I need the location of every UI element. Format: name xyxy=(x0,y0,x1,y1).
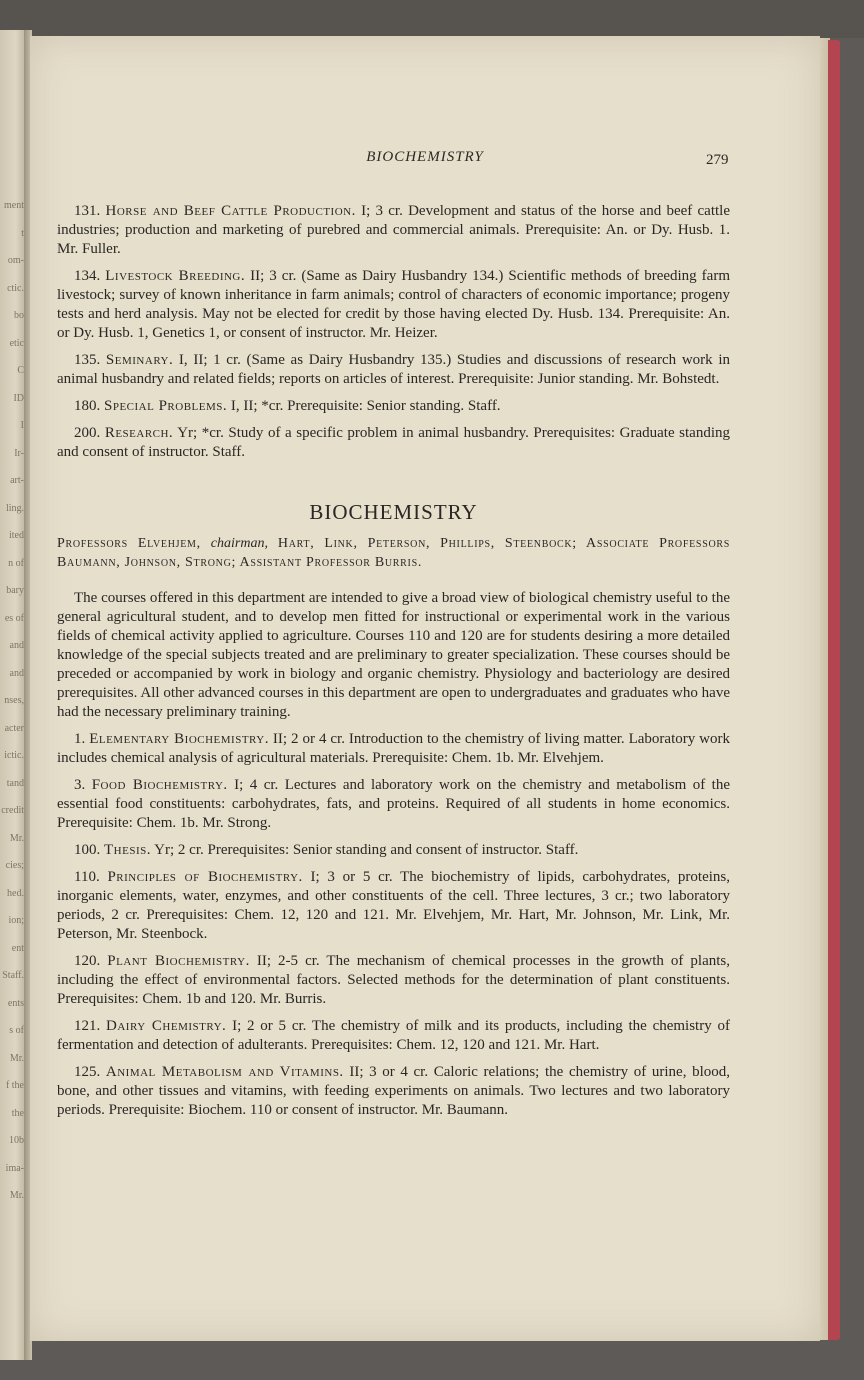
left-page-fragment: acter xyxy=(4,722,24,734)
course-entry xyxy=(57,351,730,389)
left-page-fragment: ion; xyxy=(8,915,24,926)
course-title: Seminary. xyxy=(105,352,174,368)
course-description: Yr; *cr. Study of a specific problem in animal husbandry. Prerequisites: Graduate standing and consent of instructor. Staff. xyxy=(57,425,730,460)
faculty-text: Professors Elvehjem, xyxy=(57,536,211,551)
left-page-fragment: s of xyxy=(9,1025,24,1036)
course-entry xyxy=(57,1063,730,1120)
left-page-fragment: the xyxy=(11,1107,24,1119)
section-intro: The courses offered in this department are intended to give a broad view of biological chemistry useful to the general agricultural student, and to develop men fitted for instructional or experimental work in the various fields of chemical activity applied to agriculture. Courses 110 and 120 are for students desiring a more detailed knowledge of the special subjects treated and are preliminary to greater specialization. These courses should be preceded or accompanied by work in biology and organic chemistry. Physiology and bacteriology are desired prerequisites. All other advanced courses in this department are open to undergraduates and graduates who have had the necessary preliminary training. xyxy=(57,590,730,720)
left-page-fragment: ited xyxy=(9,530,24,541)
course-number: 125. xyxy=(74,1064,101,1080)
course-description: I; 3 or 5 cr. The biochemistry of lipids, carbohydrates, proteins, inorganic elements, water, enzymes, and other constituents of the cell. Three lectures, 3 cr.; two laboratory periods, 2 cr. Prerequisites: Chem. 12, 120 and 121. Mr. Elvehjem, Mr. Hart, Mr. Johnson, Mr. Link, Mr. Peterson, Mr. Steenbock. xyxy=(57,869,731,942)
faculty-text: Hart, Link, Peterson, Phillips, Steenbock; Associate Professors Baumann, Johnson, Strong; Assistant Professor Burris. xyxy=(57,536,731,570)
left-page-fragment: om- xyxy=(7,255,24,266)
left-page-fragment: nses, xyxy=(4,695,24,706)
course-title: Special Problems. xyxy=(104,398,228,414)
course-description: II; 3 cr. (Same as Dairy Husbandry 134.) Scientific methods of breeding farm livestock; survey of known inheritance in farm animals; control of characters of economic importance; progeny tests and herd analysis. May not be elected for credit by those having elected Dy. Husb. 134. Prerequisite: An. or Dy. Husb. 1, Genetics 1, or consent of instructor. Mr. Heizer. xyxy=(57,268,730,341)
left-page-fragment: bary xyxy=(6,585,24,596)
left-page-fragment: tand xyxy=(6,777,24,789)
course-entry xyxy=(57,952,730,1009)
course-number: 131. xyxy=(74,203,101,219)
course-description: Yr; 2 cr. Prerequisites: Senior standing and consent of instructor. Staff. xyxy=(150,842,579,858)
left-page-fragment: ima- xyxy=(5,1162,24,1174)
left-page-fragment: hed. xyxy=(7,887,24,899)
course-description: I, II; *cr. Prerequisite: Senior standing. Staff. xyxy=(227,398,501,414)
left-page-fragment: es of xyxy=(4,612,24,624)
course-description: I, II; 1 cr. (Same as Dairy Husbandry 135.) Studies and discussions of research work in animal husbandry and related fields; reports on articles of interest. Prerequisite: Junior standing. Mr. Bohstedt. xyxy=(57,352,731,387)
left-page-fragment: cies; xyxy=(5,860,24,871)
course-number: 121. xyxy=(74,1018,101,1034)
course-description: I; 3 cr. Development and status of the horse and beef cattle industries; production and marketing of purebred and commercial animals. Prerequisite: An. or Dy. Husb. 1. Mr. Fuller. xyxy=(57,203,730,257)
course-number: 134. xyxy=(74,268,101,284)
course-entry xyxy=(57,202,730,259)
course-description: I; 2 or 5 cr. The chemistry of milk and its products, including the chemistry of fermentation and detection of adulterants. Prerequisites: Chem. 12, 120 and 121. Mr. Hart. xyxy=(57,1018,730,1053)
course-title: Research. xyxy=(104,425,174,441)
page-number: 279 xyxy=(706,152,729,168)
book-cover-edge xyxy=(828,40,840,1340)
left-page-fragment: and xyxy=(9,667,24,679)
course-title: Principles of Biochemistry. xyxy=(107,869,303,885)
book-page xyxy=(30,36,820,1341)
course-entry xyxy=(57,841,730,860)
left-page-fragment: 10b xyxy=(9,1135,24,1146)
course-entry xyxy=(57,868,730,944)
left-page-fragment: Staff. xyxy=(2,970,24,981)
faculty-chair-label: chairman, xyxy=(210,536,268,551)
course-description: II; 2 or 4 cr. Introduction to the chemistry of living matter. Laboratory work includes chemical analysis of agricultural materials. Prerequisite: Chem. 1b. Mr. Elvehjem. xyxy=(57,731,731,766)
course-title: Plant Biochemistry. xyxy=(107,953,250,969)
course-description: I; 4 cr. Lectures and laboratory work on the chemistry and metabolism of the essential food constituents: carbohydrates, fats, and proteins. Required of all students in home economics. Prerequisite: Chem. 1b. Mr. Strong. xyxy=(57,777,730,831)
left-page-fragment: t xyxy=(21,227,24,239)
left-page-fragment: C xyxy=(17,365,24,376)
preceding-course-list xyxy=(57,202,730,462)
course-title: Elementary Biochemistry. xyxy=(89,731,269,747)
course-number: 135. xyxy=(74,352,101,368)
left-page-fragment: f the xyxy=(5,1080,24,1091)
left-page-fragment: ID xyxy=(13,392,24,404)
course-entry xyxy=(57,730,730,768)
left-page-fragment: art- xyxy=(10,475,24,486)
running-title: BIOCHEMISTRY xyxy=(366,149,484,165)
left-page-fragment: Ir- xyxy=(14,447,24,459)
scan-background xyxy=(0,0,864,38)
left-page-fragment: ent xyxy=(11,942,24,954)
course-description: II; 2-5 cr. The mechanism of chemical processes in the growth of plants, including the effect of environmental factors. Selected methods for the determination of plant constituents. Prerequisites: Chem. 1b and 120. Mr. Burris. xyxy=(57,953,731,1007)
course-title: Livestock Breeding. xyxy=(105,268,246,284)
course-title: Thesis. xyxy=(104,842,151,858)
course-title: Horse and Beef Cattle Production. xyxy=(105,203,356,219)
left-page-fragment: etic xyxy=(9,337,24,349)
section-heading: BIOCHEMISTRY xyxy=(309,500,478,524)
course-title: Food Biochemistry. xyxy=(91,777,228,793)
left-page-fragment: credit xyxy=(1,805,24,816)
course-entry xyxy=(57,397,730,416)
left-page-fragment: Mr. xyxy=(9,832,24,844)
left-page-fragment: bo xyxy=(14,310,24,321)
course-number: 1. xyxy=(74,731,86,747)
course-number: 120. xyxy=(74,953,101,969)
page-content xyxy=(57,202,730,1128)
course-entry xyxy=(57,776,730,833)
left-page-fragment: Mr. xyxy=(9,1190,24,1201)
left-page-fragment: n of xyxy=(8,557,24,569)
course-number: 100. xyxy=(74,842,101,858)
course-number: 200. xyxy=(74,425,101,441)
left-page-fragment: and xyxy=(9,640,24,651)
left-page-fragment: ment xyxy=(4,200,24,211)
course-entry xyxy=(57,267,730,343)
left-page-fragment: ctic. xyxy=(7,282,24,294)
faculty-list xyxy=(57,534,730,572)
left-page-fragment: ling. xyxy=(5,502,24,514)
left-page-fragment: Mr. xyxy=(9,1052,24,1064)
course-number: 180. xyxy=(74,398,101,414)
course-title: Dairy Chemistry. xyxy=(106,1018,227,1034)
left-page-fragment: ictic. xyxy=(4,750,24,761)
course-description: II; 3 or 4 cr. Caloric relations; the chemistry of urine, blood, bone, and other tissues and vitamins, with feeding experiments on animals. Two lectures and two laboratory periods. Prerequisite: Biochem. 110 or consent of instructor. Mr. Baumann. xyxy=(57,1064,730,1118)
left-page-fragment: I xyxy=(20,420,24,431)
course-entry xyxy=(57,1017,730,1055)
course-list xyxy=(57,730,730,1120)
course-number: 3. xyxy=(74,777,86,793)
course-number: 110. xyxy=(74,869,100,885)
left-page-edge xyxy=(0,30,26,1360)
course-entry xyxy=(57,424,730,462)
left-page-fragment: ents xyxy=(7,997,24,1009)
course-title: Animal Metabolism and Vitamins. xyxy=(105,1064,344,1080)
